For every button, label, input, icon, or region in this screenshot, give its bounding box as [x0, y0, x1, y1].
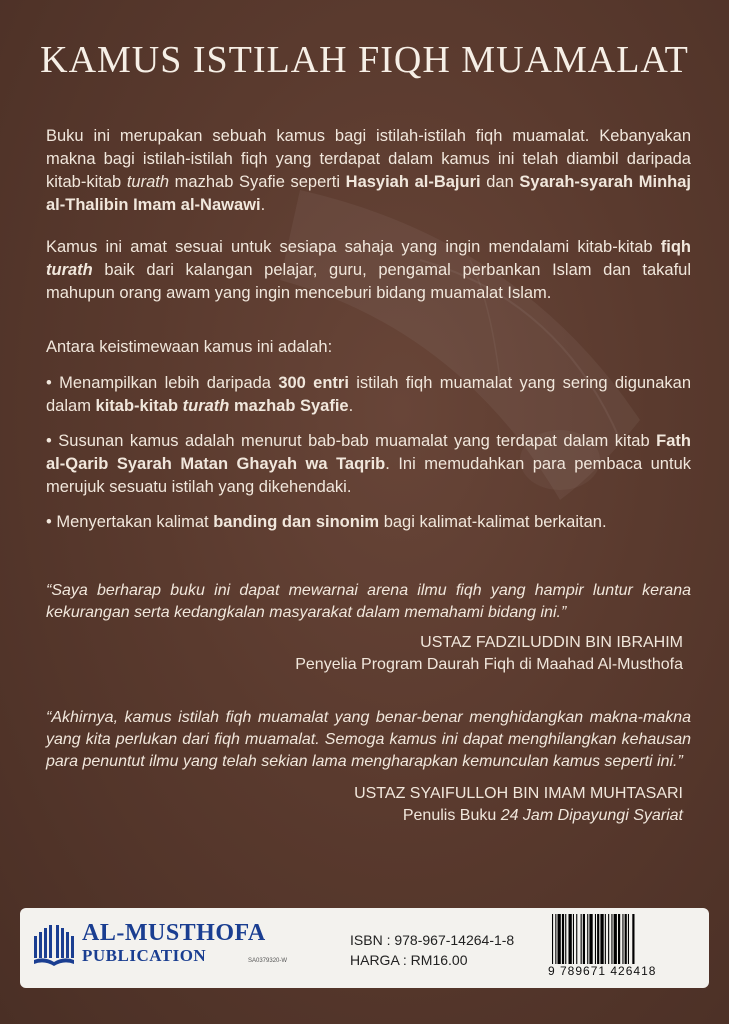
author-name: USTAZ FADZILUDDIN BIN IBRAHIM — [420, 634, 683, 651]
book-title: KAMUS ISTILAH FIQH MUAMALAT — [40, 39, 689, 81]
desc-text-italic: turath — [126, 173, 170, 191]
bullet-text: . — [348, 397, 354, 415]
author-role: Penyelia Program Daurah Fiqh di Maahad Al-Musthofa — [295, 656, 683, 673]
isbn-text: ISBN : 978-967-14264-1-8 — [350, 932, 515, 948]
feature-bullet-3 — [46, 511, 691, 534]
author-name: USTAZ SYAIFULLOH BIN IMAM MUHTASARI — [354, 785, 683, 802]
bullet-text: istilah fiqh muamalat yang sering digunakan dalam — [46, 374, 692, 415]
publisher-registration: SA0379320-W — [248, 958, 288, 964]
testimonial-author-2 — [354, 783, 683, 827]
feature-bullet-2 — [46, 430, 691, 499]
desc-text: Buku ini merupakan sebuah kamus bagi istilah-istilah fiqh muamalat. Kebanyakan makna bagi istilah-istilah fiqh yang terdapat dalam kamus ini telah diambil daripada kitab-kitab — [46, 127, 691, 191]
bullet-text: • Susunan kamus adalah menurut bab-bab muamalat yang terdapat dalam kitab — [46, 432, 657, 450]
description-paragraph-2 — [46, 236, 691, 305]
publisher-name-line2: PUBLICATION — [82, 946, 207, 965]
desc-text: mazhab Syafie seperti — [169, 173, 346, 191]
description-paragraph-1 — [46, 125, 691, 217]
bullet-text: • Menampilkan lebih daripada — [46, 374, 279, 392]
author-role-prefix: Penulis Buku — [402, 807, 501, 824]
desc-text-bold: Hasyiah al-Bajuri — [345, 173, 481, 191]
bullet-text: bagi kalimat-kalimat berkaitan. — [379, 513, 607, 531]
book-details — [350, 930, 514, 970]
publisher-name — [82, 920, 266, 966]
bullet-text-bold-italic: turath — [182, 397, 230, 415]
desc-text-bold: Syarah-syarah Minhaj al-Thalibin Imam al-Nawawi — [46, 173, 692, 214]
desc-text-bold: fiqh — [660, 238, 691, 256]
bullet-text-bold: kitab-kitab — [95, 397, 183, 415]
bullet-text: . Ini memudahkan para pembaca untuk merujuk sesuatu istilah yang dikehendaki. — [46, 455, 691, 496]
price-text: HARGA : RM16.00 — [350, 952, 468, 968]
features-intro — [46, 336, 691, 359]
author-book-title: 24 Jam Dipayungi Syariat — [500, 807, 683, 824]
desc-text-bold-italic: turath — [46, 261, 93, 279]
open-book-logo-icon — [32, 922, 76, 970]
features-intro-text: Antara keistimewaan kamus ini adalah: — [46, 338, 333, 356]
bullet-text: • Menyertakan kalimat — [46, 513, 214, 531]
desc-text: dan — [480, 173, 520, 191]
bullet-text-bold: Fath al-Qarib Syarah Matan Ghayah wa Taqrib — [46, 432, 691, 473]
bullet-text-bold: mazhab Syafie — [229, 397, 349, 415]
desc-text: baik dari kalangan pelajar, guru, pengamal perbankan Islam dan takaful mahupun orang awam yang ingin menceburi bidang muamalat Islam. — [46, 261, 691, 302]
barcode — [550, 914, 700, 964]
publisher-name-line1: AL-MUSTHOFA — [82, 920, 266, 946]
author-role — [354, 805, 683, 827]
testimonial-author-1 — [295, 632, 683, 676]
desc-text: . — [260, 196, 266, 214]
desc-text: Kamus ini amat sesuai untuk sesiapa sahaja yang ingin mendalami kitab-kitab — [46, 238, 661, 256]
barcode-number: 9 789671 426418 — [548, 964, 657, 978]
feature-bullet-1 — [46, 372, 691, 418]
testimonial-quote-1: “Saya berharap buku ini dapat mewarnai arena ilmu fiqh yang hampir luntur kerana kekurangan serta kedangkalan masyarakat dalam memahami bidang ini.” — [46, 582, 691, 621]
bullet-text-bold: 300 entri — [278, 374, 349, 392]
bullet-text-bold: banding dan sinonim — [213, 513, 380, 531]
publisher-info-panel — [20, 908, 709, 988]
testimonial-quote-2: “Akhirnya, kamus istilah fiqh muamalat yang benar-benar menghidangkan makna-makna yang kita perlukan dari fiqh muamalat. Semoga kamus ini dapat menghilangkan kehausan para penuntut ilmu yang telah sekian lama mengharapkan kemunculan kamus seperti ini.” — [46, 709, 691, 770]
